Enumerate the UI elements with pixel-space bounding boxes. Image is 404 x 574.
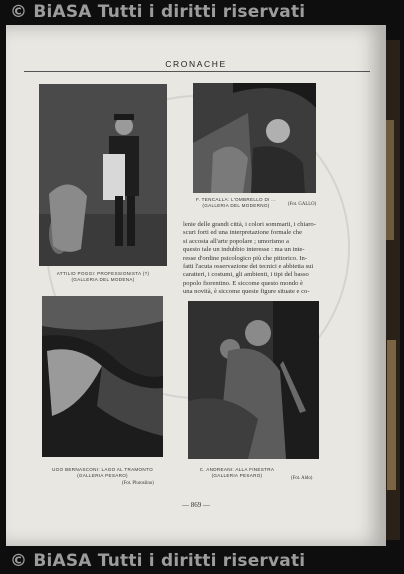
figure-2-credit: (Fot. GALLO) bbox=[288, 202, 317, 207]
body-line: fatti l'acuta osservazione dei tecnici e abbietta sui bbox=[183, 263, 314, 271]
body-line: lenie delle grandi città, i colori sommarii, i chiaro- bbox=[183, 221, 316, 228]
body-line: una novità, è siccome queste figure situate e co- bbox=[183, 288, 310, 296]
journal-page bbox=[6, 25, 386, 546]
page-number: — 869 — bbox=[182, 501, 210, 509]
figure-4-photo bbox=[188, 301, 319, 459]
article-body bbox=[183, 221, 367, 297]
body-line: scuri forti ed una interpretazione formale che bbox=[183, 229, 302, 237]
body-line: si accosta all'arte popolare ; umorismo a bbox=[183, 237, 289, 245]
figure-1-caption-line-1: ATTILIO POGGI: PROFESSIONISTA (?) bbox=[56, 271, 150, 276]
figure-2-photo bbox=[193, 83, 316, 193]
figure-2-caption-line-1: F. TENCALLA: L'OMBRELLO DI ... bbox=[196, 197, 276, 202]
book-spine bbox=[384, 40, 400, 540]
figure-4-caption-line-1: C. ANDREANI: ALLA FINESTRA bbox=[199, 467, 275, 472]
figure-2-caption-line-2: (GALLERIA DEL MODERNO) bbox=[202, 203, 270, 208]
figure-4-credit: (Fot. Aldo) bbox=[291, 476, 313, 481]
figure-1-photo bbox=[39, 84, 167, 266]
header-rule bbox=[24, 71, 370, 72]
section-header: CRONACHE bbox=[165, 59, 227, 69]
body-line: resse d'ordine psicologico più che pittorico. In- bbox=[183, 254, 308, 262]
figure-3-caption bbox=[40, 467, 165, 479]
watermark-bottom: © BiASA Tutti i diritti riservati bbox=[10, 551, 306, 571]
figure-4-caption-line-2: (GALLERIA PESARO) bbox=[211, 473, 263, 478]
figure-2-caption bbox=[193, 197, 279, 209]
figure-3-photo bbox=[42, 296, 163, 457]
body-line: questo tale un indubbio interesse : ma un inte- bbox=[183, 246, 305, 254]
figure-3-caption-line-1: UGO BERNASCONI: LAGO AL TRAMONTO bbox=[52, 467, 153, 472]
figure-1-caption bbox=[39, 271, 167, 283]
watermark-top: © BiASA Tutti i diritti riservati bbox=[10, 2, 306, 22]
figure-3-caption-line-2: (GALLERIA PESARO) bbox=[77, 473, 128, 478]
figure-4-caption bbox=[192, 467, 282, 479]
body-line: caratteri, i costumi, gli ambienti, i tipi del basso bbox=[183, 271, 309, 279]
figure-3-credit: (Fot. Pluroslino) bbox=[122, 481, 154, 486]
body-line: popolo fiorentino. E siccome questo mondo è bbox=[183, 279, 303, 287]
figure-1-caption-line-2: (GALLERIA DEL MODENA) bbox=[71, 277, 135, 282]
